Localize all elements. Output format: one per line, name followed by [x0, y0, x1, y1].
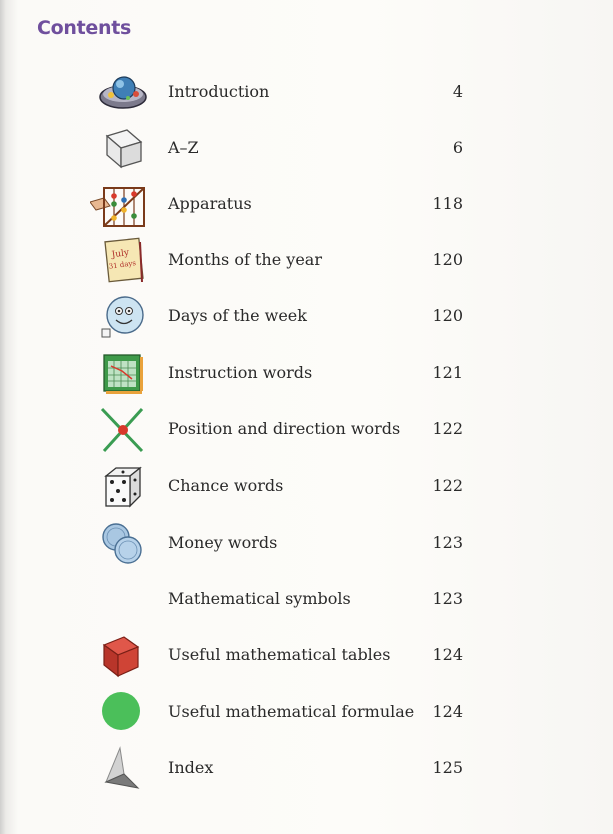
toc-entry-instruction-words[interactable]	[0, 349, 613, 405]
entry-page-number: 120	[432, 250, 463, 269]
entry-page-number: 120	[432, 306, 463, 325]
toc-entry-chance-words[interactable]	[0, 462, 613, 518]
toc-entry-days-of-the-week[interactable]	[0, 292, 613, 348]
entry-label: Chance words	[168, 476, 284, 495]
planet-icon	[98, 68, 148, 118]
toc-entry-money-words[interactable]	[0, 519, 613, 575]
coins-icon	[98, 519, 148, 569]
entry-page-number: 121	[432, 363, 463, 382]
abacus-icon	[90, 180, 148, 230]
svg-text:31 days: 31 days	[108, 259, 137, 271]
entry-page-number: 123	[432, 589, 463, 608]
toc-entry-a-z[interactable]	[0, 124, 613, 180]
entry-page-number: 125	[432, 758, 463, 777]
toc-entry-apparatus[interactable]	[0, 180, 613, 236]
toc-entry-introduction[interactable]	[0, 68, 613, 124]
toc-entry-position-and-direction-words[interactable]	[0, 405, 613, 461]
folded-shape-icon	[98, 744, 148, 794]
toc-entry-index[interactable]	[0, 744, 613, 800]
entry-label: Days of the week	[168, 306, 307, 325]
entry-label: Useful mathematical tables	[168, 645, 391, 664]
cube-outline-icon	[98, 124, 148, 174]
entry-label: Useful mathematical formulae	[168, 702, 415, 721]
entry-label: Apparatus	[168, 194, 252, 213]
toc-entry-useful-mathematical-formulae[interactable]	[0, 688, 613, 744]
svg-text:July: July	[111, 248, 130, 261]
entry-page-number: 122	[432, 476, 463, 495]
entry-label: Introduction	[168, 82, 270, 101]
entry-label: Position and direction words	[168, 419, 401, 438]
toc-entry-mathematical-symbols[interactable]	[0, 575, 613, 631]
entry-page-number: 124	[432, 645, 463, 664]
entry-label: Months of the year	[168, 250, 322, 269]
entry-label: A–Z	[168, 138, 199, 157]
entry-label: Mathematical symbols	[168, 589, 351, 608]
toc-entry-months-of-the-year[interactable]	[0, 236, 613, 292]
green-circle-icon	[98, 688, 148, 738]
page-title: Contents	[37, 17, 132, 39]
entry-label: Index	[168, 758, 214, 777]
entry-label: Instruction words	[168, 363, 313, 382]
toc-entry-useful-mathematical-tables[interactable]	[0, 631, 613, 687]
entry-page-number: 123	[432, 533, 463, 552]
entry-label: Money words	[168, 533, 278, 552]
entry-page-number: 118	[432, 194, 463, 213]
sun-face-icon	[98, 292, 148, 342]
dice-icon	[98, 462, 148, 512]
red-cube-icon	[98, 631, 148, 681]
entry-page-number: 4	[452, 82, 463, 101]
cross-arrows-icon	[98, 405, 148, 455]
entry-page-number: 6	[452, 138, 463, 157]
entry-page-number: 122	[432, 419, 463, 438]
entry-page-number: 124	[432, 702, 463, 721]
grid-map-icon	[98, 349, 148, 399]
calendar-icon	[98, 236, 148, 286]
